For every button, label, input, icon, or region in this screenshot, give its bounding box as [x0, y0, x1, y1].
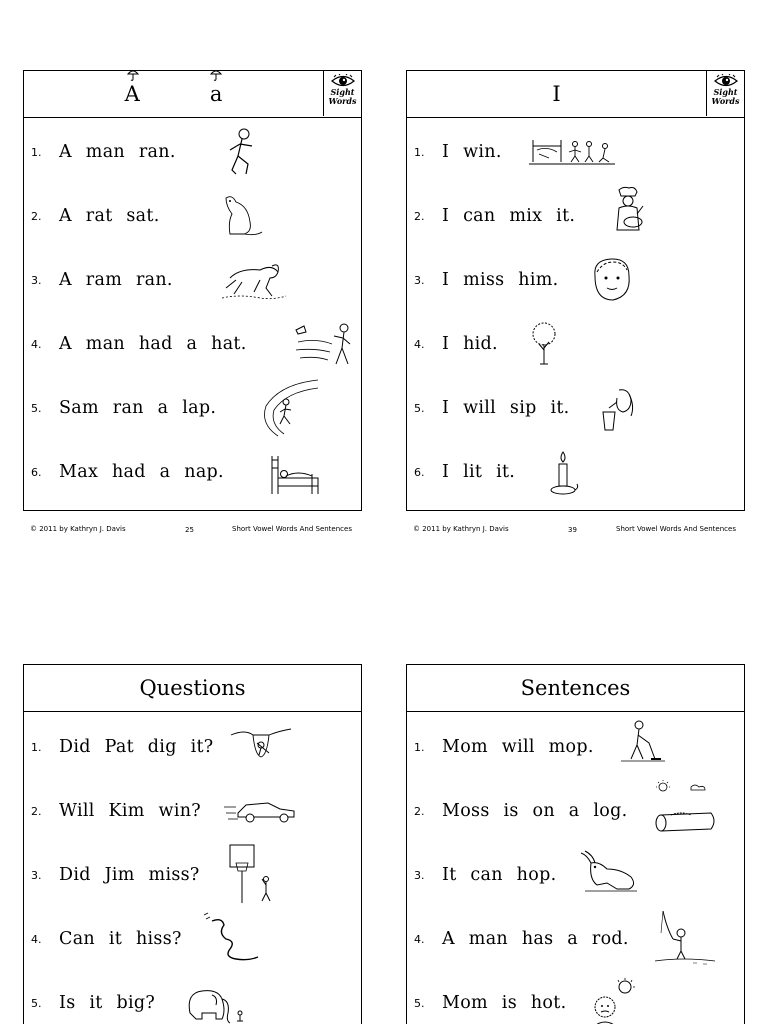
- card-title: Questions: [139, 676, 246, 700]
- sight-words-label: [712, 88, 740, 106]
- list-item: [407, 376, 744, 440]
- item-sentence: Did Pat dig it?: [59, 737, 214, 757]
- item-number: 3.: [31, 273, 42, 287]
- item-sentence: I lit it.: [442, 462, 516, 482]
- chef-mixing-icon: [607, 186, 649, 246]
- card-questions: [23, 664, 362, 1024]
- candle-icon: [545, 448, 581, 498]
- item-sentence: I can mix it.: [442, 206, 576, 226]
- card-short-a: [23, 70, 362, 511]
- item-number: 2.: [31, 804, 42, 818]
- card-header: [24, 71, 361, 118]
- list-item: [24, 971, 361, 1024]
- race-finish-icon: [529, 136, 617, 168]
- sight-label-line1: Sight: [330, 87, 355, 97]
- sight-words-badge: [323, 71, 361, 116]
- ram-icon: [220, 258, 288, 302]
- list-item: [24, 376, 361, 440]
- item-number: 4.: [414, 932, 425, 946]
- footer-copyright: © 2011 by Kathryn J. Davis: [413, 525, 509, 533]
- item-number: 4.: [31, 337, 42, 351]
- list-item: [407, 971, 744, 1024]
- card-title: [24, 71, 323, 117]
- wind-hat-icon: [292, 320, 354, 370]
- item-number: 1.: [414, 145, 425, 159]
- item-sentence: I will sip it.: [442, 398, 570, 418]
- card-sentences: [406, 664, 745, 1024]
- snake-icon: [202, 911, 262, 965]
- sight-words-label: [329, 88, 357, 106]
- item-sentence: Mom is hot.: [442, 993, 567, 1013]
- rabbit-icon: [577, 849, 643, 895]
- sight-label-line2: Words: [711, 96, 740, 106]
- title-letter-upper: [125, 82, 140, 106]
- item-sentence: Did Jim miss?: [59, 865, 200, 885]
- list-item: [24, 715, 361, 779]
- card-header: [407, 71, 744, 118]
- item-sentence: I hid.: [442, 334, 498, 354]
- item-number: 6.: [31, 465, 42, 479]
- card-title: Sentences: [520, 676, 631, 700]
- item-number: 4.: [414, 337, 425, 351]
- item-number: 1.: [31, 740, 42, 754]
- sight-words-badge: [706, 71, 744, 116]
- track-runner-icon: [260, 378, 320, 438]
- elephant-icon: [182, 983, 248, 1024]
- item-number: 3.: [31, 868, 42, 882]
- list-item: [407, 843, 744, 907]
- item-sentence: Sam ran a lap.: [59, 398, 217, 418]
- list-item: [24, 440, 361, 504]
- item-sentence: Moss is on a log.: [442, 801, 628, 821]
- item-number: 2.: [414, 209, 425, 223]
- race-car-icon: [224, 797, 300, 825]
- item-number: 3.: [414, 868, 425, 882]
- bed-icon: [268, 452, 320, 496]
- list-item: [407, 312, 744, 376]
- tree-icon: [529, 320, 559, 368]
- item-sentence: A man had a hat.: [59, 334, 247, 354]
- eye-icon: [331, 74, 355, 88]
- item-sentence: A ram ran.: [59, 270, 173, 290]
- footer-book-title: Short Vowel Words And Sentences: [616, 525, 736, 533]
- sight-label-line2: Words: [328, 96, 357, 106]
- item-sentence: A man has a rod.: [442, 929, 629, 949]
- item-sentence: Will Kim win?: [59, 801, 201, 821]
- item-number: 5.: [414, 996, 425, 1010]
- list-item: [407, 440, 744, 504]
- list-item: [24, 907, 361, 971]
- item-sentence: Can it hiss?: [59, 929, 182, 949]
- card-title: I: [552, 82, 561, 106]
- list-item: [24, 184, 361, 248]
- item-number: 5.: [31, 996, 42, 1010]
- footer-page-number: 25: [185, 526, 194, 534]
- list-item: [407, 184, 744, 248]
- title-lower-text: a: [209, 82, 223, 106]
- list-item: [24, 312, 361, 376]
- sight-label-line1: Sight: [713, 87, 738, 97]
- list-item: [24, 779, 361, 843]
- item-sentence: Max had a nap.: [59, 462, 224, 482]
- umbrella-icon: [127, 69, 139, 81]
- card-header: [24, 665, 361, 712]
- mopping-icon: [617, 719, 667, 769]
- item-number: 3.: [414, 273, 425, 287]
- item-sentence: Is it big?: [59, 993, 156, 1013]
- sip-cup-icon: [599, 386, 639, 434]
- list-item: [407, 120, 744, 184]
- list-item: [407, 248, 744, 312]
- item-number: 2.: [414, 804, 425, 818]
- item-number: 6.: [414, 465, 425, 479]
- list-item: [24, 843, 361, 907]
- digging-icon: [229, 725, 293, 765]
- item-number: 2.: [31, 209, 42, 223]
- item-sentence: I win.: [442, 142, 502, 162]
- item-number: 5.: [31, 401, 42, 415]
- item-sentence: I miss him.: [442, 270, 559, 290]
- item-number: 1.: [414, 740, 425, 754]
- list-item: [24, 248, 361, 312]
- basketball-hoop-icon: [226, 843, 278, 905]
- footer-book-title: Short Vowel Words And Sentences: [232, 525, 352, 533]
- title-letter-lower: [210, 82, 223, 106]
- fishing-man-icon: [653, 909, 719, 967]
- umbrella-icon: [210, 69, 222, 81]
- list-item: [24, 120, 361, 184]
- item-sentence: A man ran.: [59, 142, 176, 162]
- item-number: 5.: [414, 401, 425, 415]
- item-number: 1.: [31, 145, 42, 159]
- item-sentence: Mom will mop.: [442, 737, 594, 757]
- title-upper-text: A: [124, 82, 140, 106]
- rat-icon: [218, 192, 264, 240]
- eye-icon: [714, 74, 738, 88]
- item-number: 4.: [31, 932, 42, 946]
- list-item: [407, 715, 744, 779]
- card-header: [407, 665, 744, 712]
- item-sentence: It can hop.: [442, 865, 557, 885]
- running-man-icon: [218, 126, 264, 180]
- log-icon: [651, 779, 721, 839]
- card-short-i: [406, 70, 745, 511]
- list-item: [407, 907, 744, 971]
- footer-page-number: 39: [568, 526, 577, 534]
- face-icon: [589, 256, 635, 304]
- item-sentence: A rat sat.: [59, 206, 160, 226]
- footer-copyright: © 2011 by Kathryn J. Davis: [30, 525, 126, 533]
- list-item: [407, 779, 744, 843]
- hot-sun-face-icon: [587, 977, 637, 1024]
